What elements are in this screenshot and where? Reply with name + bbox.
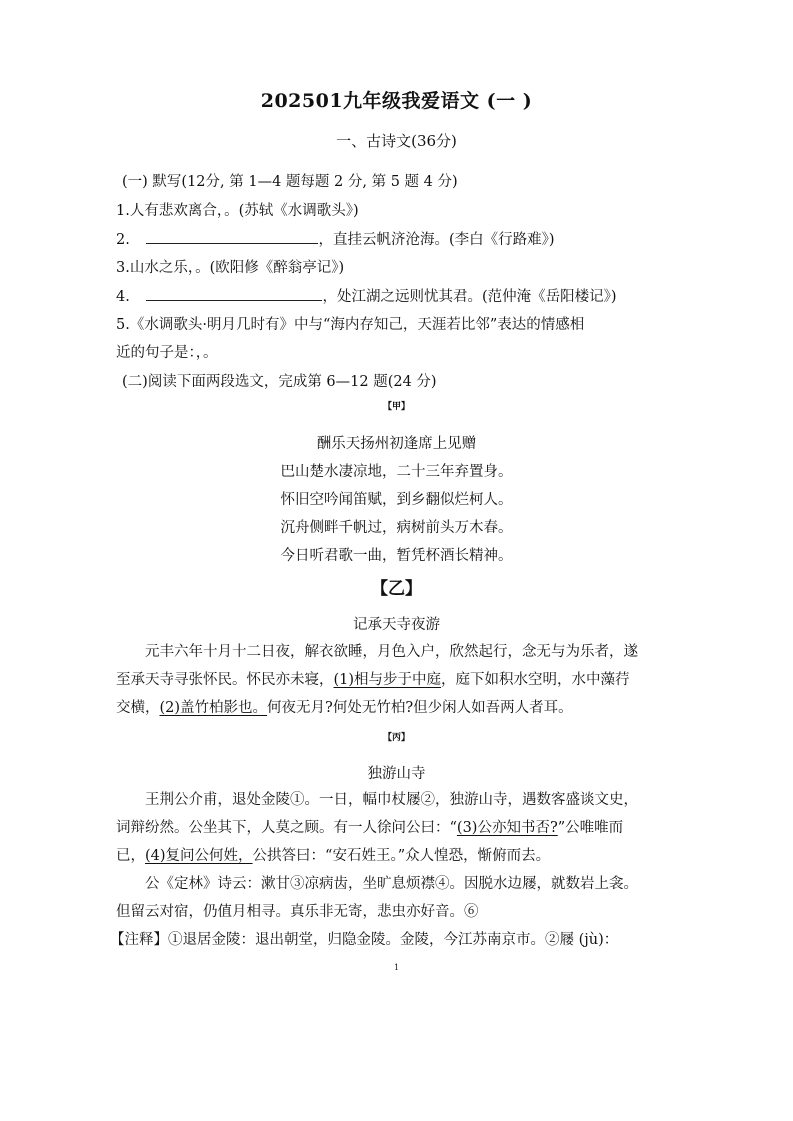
bing-line-1: 王荆公介甫，退处金陵①。一日，幅巾杖屦②，独游山寺，遇数客盛谈文史， <box>145 792 638 808</box>
answer-blank[interactable] <box>146 229 318 244</box>
underlined-phrase: (2)盖竹柏影也。 <box>159 700 268 716</box>
bing-line-2: 词辩纷然。公坐其下，人莫之顾。有一人徐问公曰：“(3)公亦知书否?”公唯唯而 <box>116 820 624 836</box>
section-heading: 一、古诗文(36分) <box>336 132 457 150</box>
question-1: 1.人有悲欢离合，。(苏轼《水调歌头》) <box>116 203 359 219</box>
jia-poem-line: 今日听君歌一曲，暂凭杯酒长精神。 <box>280 548 513 564</box>
answer-blank[interactable] <box>146 286 322 301</box>
bing-line-5: 但留云对宿，仍值月相寻。真乐非无寄，悲虫亦好音。⑥ <box>116 904 479 920</box>
question-2-text: ，直挂云帆济沧海。(李白《行路难》) <box>318 232 555 248</box>
jia-poem-line: 巴山楚水凄凉地，二十三年弃置身。 <box>280 464 513 480</box>
yi-line-3: 交横，(2)盖竹柏影也。何夜无月?何处无竹柏?但少闲人如吾两人者耳。 <box>116 700 573 716</box>
part1-heading: (一) 默写(12分, 第 1—4 题每题 2 分, 第 5 题 4 分) <box>122 174 458 190</box>
bing-line-4: 公《定林》诗云：漱甘③凉病齿，坐旷息烦襟④。因脱水边屦，就数岩上衾。 <box>145 876 638 892</box>
yi-line-1: 元丰六年十月十二日夜，解衣欲睡，月色入户，欣然起行，念无与为乐者，遂 <box>145 644 638 660</box>
bing-line-3: 已，(4)复问公何姓，公拱答曰：“安石姓王。”众人惶恐，惭俯而去。 <box>116 848 551 864</box>
document-title: 202501九年级我爱语文 (一 ) <box>260 90 533 112</box>
question-4-text: ，处江湖之远则忧其君。(范仲淹《岳阳楼记》) <box>322 289 617 305</box>
part2-heading: (二)阅读下面两段选文，完成第 6—12 题(24 分) <box>122 374 437 390</box>
question-5-line-1: 5.《水调歌头·明月几时有》中与“海内存知己，天涯若比邻”表达的情感相 <box>116 317 585 333</box>
yi-line-2: 至承天寺寻张怀民。怀民亦未寝，(1)相与步于中庭，庭下如积水空明，水中藻荇 <box>116 672 630 688</box>
bing-label: 【丙】 <box>382 733 410 743</box>
jia-label: 【甲】 <box>382 402 410 412</box>
jia-poem-line: 沉舟侧畔千帆过，病树前头万木春。 <box>280 520 513 536</box>
underlined-phrase: (1)相与步于中庭 <box>333 672 442 688</box>
underlined-phrase: (3)公亦知书否? <box>456 820 558 836</box>
bing-title: 独游山寺 <box>367 766 426 782</box>
page-number: 1 <box>393 963 400 972</box>
bing-passage <box>110 786 676 954</box>
question-2-number: 2. <box>116 232 130 248</box>
jia-poem-line: 怀旧空吟闻笛赋，到乡翻似烂柯人。 <box>280 492 513 508</box>
yi-label: 【乙】 <box>371 579 422 599</box>
yi-passage <box>116 638 676 722</box>
question-4 <box>116 285 617 306</box>
underlined-phrase: (4)复问公何姓， <box>145 848 253 864</box>
question-4-number: 4. <box>116 289 130 305</box>
jia-poem-title: 酬乐天扬州初逢席上见赠 <box>316 436 477 452</box>
question-5-line-2: 近的句子是：，。 <box>116 345 218 361</box>
yi-title: 记承天寺夜游 <box>353 617 440 633</box>
question-3: 3.山水之乐，。(欧阳修《醉翁亭记》) <box>116 260 345 276</box>
question-2 <box>116 228 555 249</box>
annotation-note: 【注释】①退居金陵：退出朝堂，归隐金陵。金陵，今江苏南京市。②屦 (jù)： <box>110 932 619 948</box>
